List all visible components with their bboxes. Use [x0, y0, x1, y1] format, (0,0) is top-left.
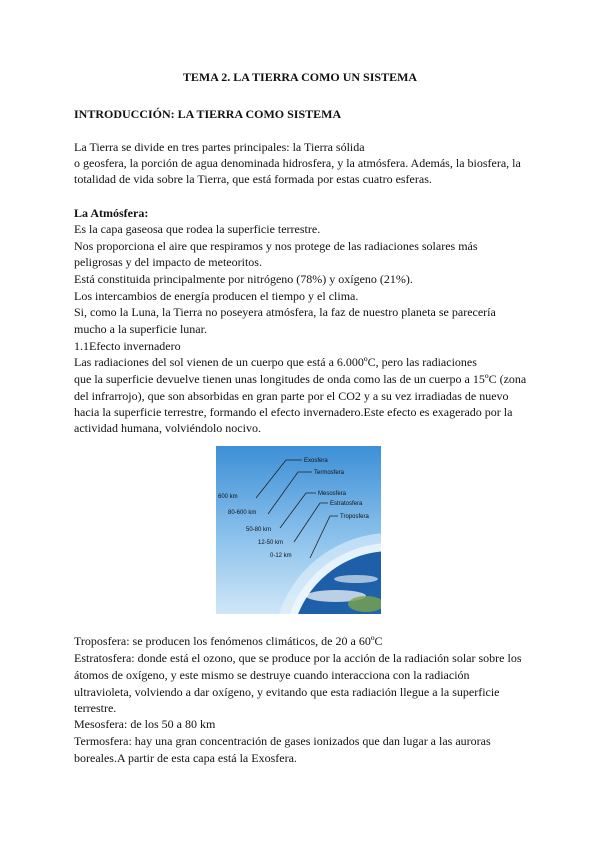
document-title: TEMA 2. LA TIERRA COMO UN SISTEMA — [182, 70, 418, 84]
layer-description-line: ultravioleta, volviendo a dar oxígeno, y evitando que esta radiación llegue a la superficie — [74, 685, 500, 699]
atmosphere-line: Es la capa gaseosa que rodea la superficie terrestre. — [74, 222, 321, 236]
layer-label-exosfera: Exosfera — [304, 458, 328, 464]
altitude-label-50-80km: 50-80 km — [246, 527, 272, 533]
atmosphere-line: mucho a la superficie lunar. — [74, 322, 207, 336]
intro-line: totalidad de vida sobre la Tierra, que está formada por estas cuatro esferas. — [74, 172, 432, 186]
layer-description-line: Estratosfera: donde está el ozono, que se produce por la acción de la radiación solar sobre los — [74, 651, 522, 665]
layer-description-line: Troposfera: se producen los fenómenos climáticos, de 20 a 60ºC — [74, 634, 383, 648]
layer-label-mesosfera: Mesosfera — [318, 491, 347, 497]
altitude-label-0-12km: 0-12 km — [270, 553, 292, 559]
atmosphere-line: del infrarrojo), que son absorbidas en gran parte por el CO2 y a su vez irradiadas de nuevo — [74, 389, 509, 403]
intro-heading: INTRODUCCIÓN: LA TIERRA COMO SISTEMA — [74, 107, 342, 121]
intro-line: o geosfera, la porción de agua denominada hidrosfera, y la atmósfera. Además, la biosfera, la — [74, 156, 521, 170]
atmosphere-line: Nos proporciona el aire que respiramos y nos protege de las radiaciones solares más — [74, 239, 478, 253]
atmosphere-line: Si, como la Luna, la Tierra no poseyera atmósfera, la faz de nuestro planeta se parecería — [74, 305, 496, 319]
layer-label-termosfera: Termosfera — [314, 470, 345, 476]
atmosphere-line: peligrosas y del impacto de meteoritos. — [74, 255, 262, 269]
atmosphere-line: Los intercambios de energía producen el tiempo y el clima. — [74, 289, 359, 303]
atmosphere-line: actividad humana, volviéndolo nocivo. — [74, 421, 261, 435]
layer-description-line: Mesosfera: de los 50 a 80 km — [74, 717, 216, 731]
atmosphere-line: hacia la superficie terrestre, formando el efecto invernadero.Este efecto es exagerado por la — [74, 405, 513, 419]
atmosphere-line: Está constituida principalmente por nitrógeno (78%) y oxígeno (21%). — [74, 272, 413, 286]
altitude-label-80-600km: 80-600 km — [228, 510, 257, 516]
layer-description-line: boreales.A partir de esta capa está la Exosfera. — [74, 751, 297, 765]
layer-label-troposfera: Troposfera — [340, 514, 369, 520]
earth-cloud — [334, 575, 378, 583]
atmosphere-line: que la superficie devuelve tienen unas longitudes de onda como las de un cuerpo a 15ºC (zona — [74, 372, 527, 386]
atmosphere-line: Las radiaciones del sol vienen de un cuerpo que está a 6.000ºC, pero las radiaciones — [74, 355, 477, 369]
atmosphere-heading: La Atmósfera: — [74, 206, 149, 220]
layer-description-line: Termosfera: hay una gran concentración de gases ionizados que dan lugar a las auroras — [74, 734, 491, 748]
subsection-heading: 1.1Efecto invernadero — [74, 339, 181, 353]
layer-description-line: terrestre. — [74, 701, 117, 715]
layer-label-estratosfera: Estratosfera — [330, 501, 363, 507]
altitude-label-600km: 600 km — [218, 494, 238, 500]
layer-description-line: átomos de oxígeno, y este mismo se destruye cuando interacciona con la radiación — [74, 668, 470, 682]
atmosphere-layers-figure — [216, 446, 381, 614]
altitude-label-12-50km: 12-50 km — [258, 540, 284, 546]
intro-line: La Tierra se divide en tres partes principales: la Tierra sólida — [74, 140, 365, 154]
